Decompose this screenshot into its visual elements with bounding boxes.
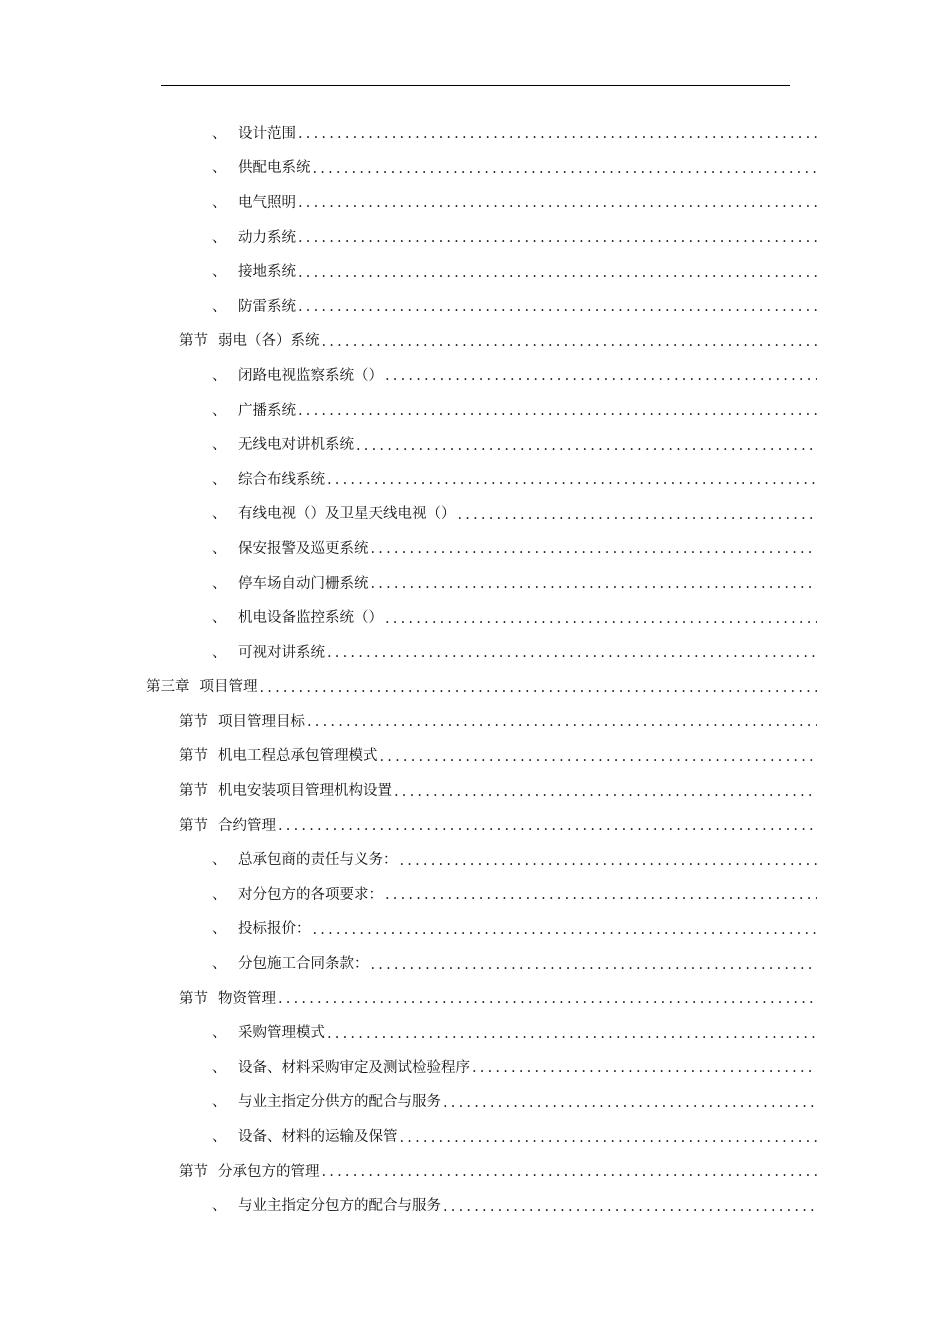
toc-entry-title: 总承包商的责任与义务： [238,852,398,869]
dot-leader [298,265,817,281]
toc-entry-prefix: 、 [212,540,227,557]
dot-leader [298,195,817,211]
toc-entry[interactable] [0,1084,950,1119]
toc-entry-title: 与业主指定分供方的配合与服务 [238,1094,441,1111]
toc-entry[interactable] [0,772,950,807]
toc-entry-prefix: 、 [212,1025,227,1042]
dot-leader [371,957,818,973]
toc-entry-title: 闭路电视监察系统（） [238,367,383,384]
toc-entry-title: 设备、材料的运输及保管 [238,1129,398,1146]
toc-entry-prefix: 、 [212,575,227,592]
dot-leader [385,611,817,627]
toc-entry-prefix: 、 [212,437,227,454]
dot-leader [472,1060,817,1076]
toc-entry-prefix: 、 [212,921,227,938]
toc-entry-prefix: 、 [212,229,227,246]
dot-leader [322,1164,818,1180]
dot-leader [380,749,818,765]
toc-entry[interactable] [0,565,950,600]
toc-entry[interactable] [0,1049,950,1084]
toc-entry-title: 保安报警及巡更系统 [238,540,369,557]
toc-entry-prefix: 第节 [179,783,208,800]
toc-entry-prefix: 第节 [179,748,208,765]
toc-entry-prefix: 第节 [179,713,208,730]
toc-entry[interactable] [0,634,950,669]
toc-entry[interactable] [0,357,950,392]
toc-entry[interactable] [0,530,950,565]
dot-leader [322,334,818,350]
toc-entry-prefix: 、 [212,160,227,177]
dot-leader [394,784,817,800]
dot-leader [371,541,818,557]
toc-entry-prefix: 、 [212,1198,227,1215]
toc-entry-prefix: 、 [212,644,227,661]
toc-entry-prefix: 第节 [179,990,208,1007]
toc-entry[interactable] [0,703,950,738]
toc-entry[interactable] [0,496,950,531]
toc-entry-title: 弱电（各）系统 [218,333,320,350]
toc-entry[interactable] [0,1118,950,1153]
dot-leader [400,853,818,869]
toc-entry-prefix: 第节 [179,817,208,834]
dot-leader [385,368,817,384]
toc-entry-title: 投标报价： [238,921,311,938]
toc-entry[interactable] [0,876,950,911]
toc-entry-title: 停车场自动门栅系统 [238,575,369,592]
toc-entry[interactable] [0,461,950,496]
toc-entry-title: 物资管理 [218,990,276,1007]
toc-entry-title: 接地系统 [238,264,296,281]
toc-entry-prefix: 、 [212,367,227,384]
toc-entry[interactable] [0,980,950,1015]
toc-entry[interactable] [0,323,950,358]
toc-entry-prefix: 、 [212,886,227,903]
toc-entry-title: 电气照明 [238,194,296,211]
toc-entry-prefix: 第三章 [146,679,190,696]
toc-entry-prefix: 、 [212,1059,227,1076]
dot-leader [356,438,817,454]
toc-entry-title: 广播系统 [238,402,296,419]
toc-entry-title: 机电设备监控系统（） [238,610,383,627]
toc-entry[interactable] [0,288,950,323]
toc-entry[interactable] [0,426,950,461]
toc-entry-title: 设备、材料采购审定及测试检验程序 [238,1059,470,1076]
toc-entry-prefix: 、 [212,1129,227,1146]
toc-entry[interactable] [0,807,950,842]
toc-entry-prefix: 、 [212,264,227,281]
toc-entry[interactable] [0,253,950,288]
toc-entry-prefix: 、 [212,298,227,315]
toc-entry-prefix: 、 [212,956,227,973]
toc-entry-prefix: 第节 [179,1163,208,1180]
dot-leader [443,1199,817,1215]
toc-entry-title: 采购管理模式 [238,1025,325,1042]
toc-entry-title: 可视对讲系统 [238,644,325,661]
dot-leader [313,922,818,938]
dot-leader [458,507,818,523]
toc-entry-title: 对分包方的各项要求： [238,886,383,903]
toc-entry[interactable] [0,115,950,150]
dot-leader [298,403,817,419]
toc-entry-title: 与业主指定分包方的配合与服务 [238,1198,441,1215]
toc-entry-title: 机电安装项目管理机构设置 [218,783,392,800]
toc-entry-prefix: 、 [212,610,227,627]
dot-leader [385,887,817,903]
toc-entry[interactable] [0,669,950,704]
toc-entry[interactable] [0,1187,950,1222]
dot-leader [278,991,817,1007]
dot-leader [443,1095,817,1111]
toc-entry[interactable] [0,219,950,254]
dot-leader [400,1130,818,1146]
toc-entry-prefix: 、 [212,1094,227,1111]
dot-leader [278,818,817,834]
dot-leader [327,645,817,661]
toc-entry[interactable] [0,1014,950,1049]
toc-entry-title: 综合布线系统 [238,471,325,488]
toc-entry-title: 项目管理目标 [218,713,305,730]
toc-entry-title: 分包施工合同条款： [238,956,369,973]
toc-entry-prefix: 、 [212,194,227,211]
toc-entry[interactable] [0,1153,950,1188]
toc-entry-title: 项目管理 [199,679,258,696]
dot-leader [327,1026,817,1042]
dot-leader [307,714,817,730]
toc-entry-title: 供配电系统 [238,160,311,177]
dot-leader [298,126,817,142]
dot-leader [260,680,818,696]
toc-entry[interactable] [0,599,950,634]
header-rule [161,85,790,86]
toc-entry-prefix: 第节 [179,333,208,350]
toc-entry-title: 有线电视（）及卫星天线电视（） [238,506,456,523]
toc-entry-prefix: 、 [212,471,227,488]
toc-entry-title: 动力系统 [238,229,296,246]
toc-entry-title: 设计范围 [238,125,296,142]
toc-entry-prefix: 、 [212,852,227,869]
toc-entry[interactable] [0,392,950,427]
dot-leader [313,161,818,177]
toc-entry-prefix: 、 [212,506,227,523]
toc-entry[interactable] [0,945,950,980]
toc-entry[interactable] [0,841,950,876]
toc-entry[interactable] [0,738,950,773]
dot-leader [327,472,817,488]
toc-entry[interactable] [0,911,950,946]
toc-entry-title: 无线电对讲机系统 [238,437,354,454]
toc-entry[interactable] [0,184,950,219]
toc-entry[interactable] [0,150,950,185]
dot-leader [298,299,817,315]
toc-entry-title: 防雷系统 [238,298,296,315]
toc-entry-prefix: 、 [212,125,227,142]
toc-entry-title: 机电工程总承包管理模式 [218,748,378,765]
table-of-contents [0,115,950,1222]
toc-entry-title: 合约管理 [218,817,276,834]
dot-leader [371,576,818,592]
toc-entry-prefix: 、 [212,402,227,419]
toc-entry-title: 分承包方的管理 [218,1163,320,1180]
dot-leader [298,230,817,246]
